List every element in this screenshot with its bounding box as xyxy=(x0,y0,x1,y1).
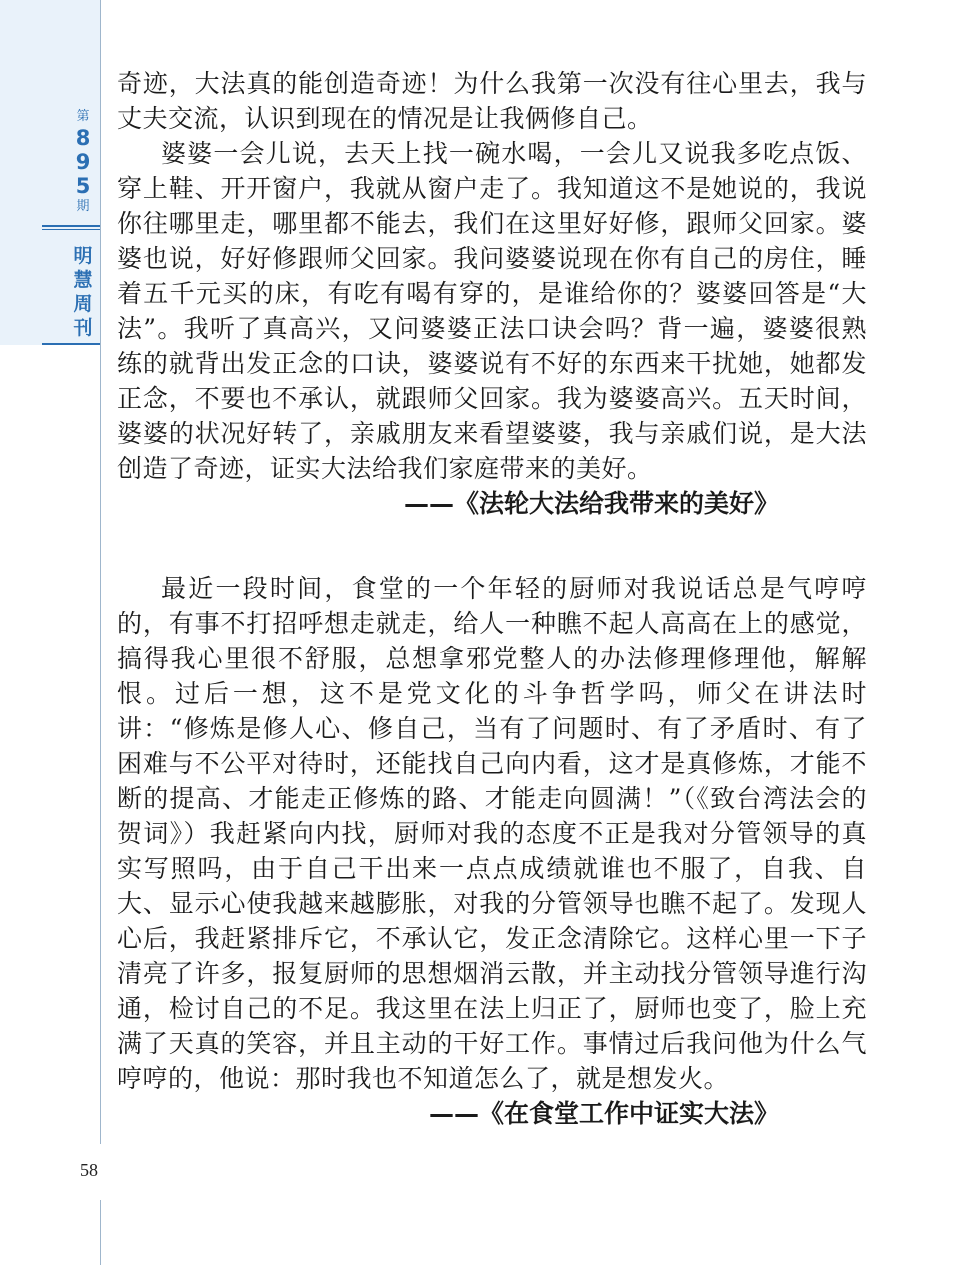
issue-digit: 9 xyxy=(75,150,91,174)
publication-title xyxy=(66,244,100,340)
paragraph: 奇迹，大法真的能创造奇迹！为什么我第一次没有往心里去，我与丈夫交流，认识到现在的情况是让我俩修自己。 xyxy=(117,69,867,133)
issue-digit: 5 xyxy=(75,174,91,198)
issue-digit: 8 xyxy=(75,126,91,150)
sidebar-divider xyxy=(42,343,100,345)
margin-rule-bottom xyxy=(100,1200,101,1265)
article-source: ——《法轮大法给我带来的美好》 xyxy=(403,489,779,518)
margin-rule xyxy=(100,0,101,1144)
issue-prefix: 第 xyxy=(76,109,90,124)
sidebar-divider xyxy=(42,225,100,227)
article-source: ——《在食堂工作中证实大法》 xyxy=(428,1099,779,1128)
article-body xyxy=(117,66,867,1131)
paragraph: 最近一段时间，食堂的一个年轻的厨师对我说话总是气哼哼的，有事不打招呼想走就走，给人一种瞧不起人高高在上的感觉，搞得我心里很不舒服，总想拿邪党整人的办法修理修理他，解解恨。过后一想，这不是党文化的斗争哲学吗，师父在讲法时讲：“修炼是修人心、修自己，当有了问题时、有了矛盾时、有了困难与不公平对待时，还能找自己向内看，这才是真修炼，才能不断的提高、才能走正修炼的路、才能走向圆满！”（《致台湾法会的贺词》）我赶紧向内找，厨师对我的态度不正是我对分管领导的真实写照吗，由于自己干出来一点点成绩就谁也不服了，自我、自大、显示心使我越来越膨胀，对我的分管领导也瞧不起了。发现人心后，我赶紧排斥它，不承认它，发正念清除它。这样心里一下子清亮了许多，报复厨师的思想烟消云散，并主动找分管领导進行沟通，检讨自己的不足。我这里在法上归正了，厨师也变了，脸上充满了天真的笑容，并且主动的干好工作。事情过后我问他为什么气哼哼的，他说：那时我也不知道怎么了，就是想发火。 xyxy=(117,574,867,1093)
brand-char: 明 xyxy=(73,245,93,267)
sidebar-divider xyxy=(42,229,100,230)
section-gap xyxy=(117,521,867,571)
paragraph: 婆婆一会儿说，去天上找一碗水喝，一会儿又说我多吃点饭、穿上鞋、开开窗户，我就从窗户走了。我知道这不是她说的，我说你往哪里走，哪里都不能去，我们在这里好好修，跟师父回家。婆婆也说，好好修跟师父回家。我问婆婆说现在你有自己的房住，睡着五千元买的床，有吃有喝有穿的，是谁给你的？婆婆回答是“大法”。我听了真高兴，又问婆婆正法口诀会吗？背一遍，婆婆很熟练的就背出发正念的口诀，婆婆说有不好的东西来干扰她，她都发正念，不要也不承认，就跟师父回家。我为婆婆高兴。五天时间，婆婆的状况好转了，亲戚朋友来看望婆婆，我与亲戚们说，是大法创造了奇迹，证实大法给我们家庭带来的美好。 xyxy=(117,139,867,483)
brand-char: 慧 xyxy=(73,269,93,291)
issue-number xyxy=(66,108,100,216)
brand-char: 周 xyxy=(73,293,93,315)
page-number: 58 xyxy=(80,1160,98,1180)
brand-char: 刊 xyxy=(73,317,93,339)
issue-suffix: 期 xyxy=(76,199,90,214)
